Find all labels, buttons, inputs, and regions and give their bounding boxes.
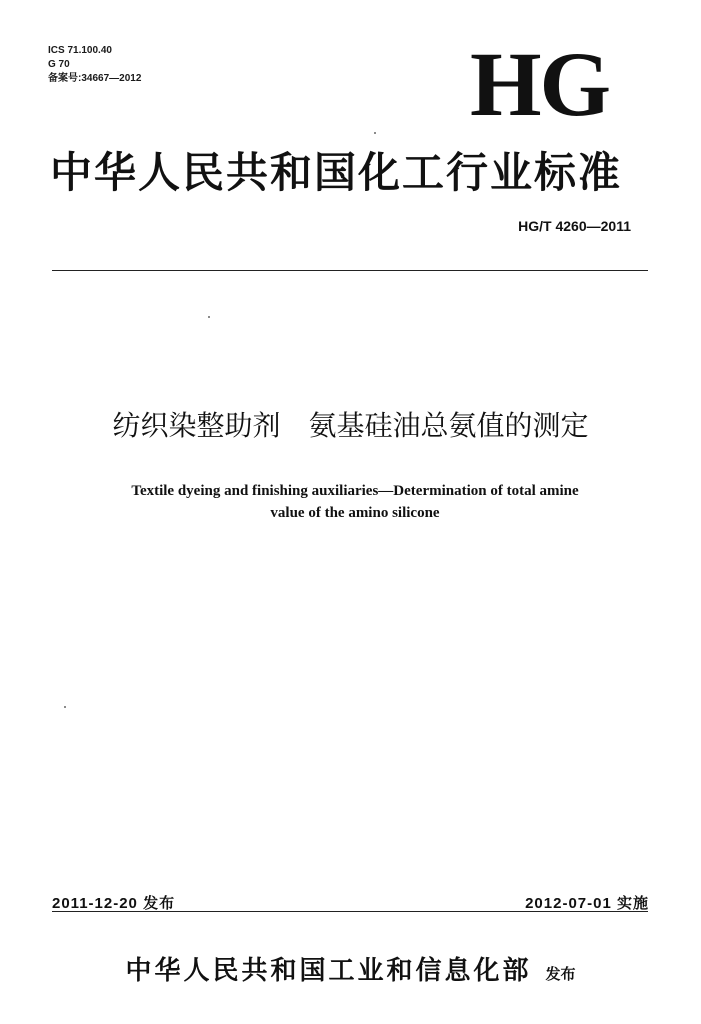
issue-date: 2011-12-20 发布: [52, 895, 176, 912]
implementation-date: 2012-07-01 实施: [525, 895, 649, 912]
publisher-action: 发布: [545, 965, 576, 983]
bottom-divider: [52, 911, 648, 912]
document-title-english: [60, 480, 650, 524]
filing-number: 备案号:34667—2012: [48, 73, 142, 84]
english-title-line-1: Textile dyeing and finishing auxiliaries—Determination of total amine: [131, 483, 579, 499]
scan-speck: [64, 706, 66, 708]
english-title-line-2: value of the amino silicone: [270, 505, 440, 521]
publisher-line: [0, 950, 701, 987]
top-divider: [52, 270, 648, 271]
ccs-code: G 70: [48, 59, 70, 70]
document-title-chinese: 纺织染整助剂 氨基硅油总氨值的测定: [112, 409, 589, 442]
hg-logo: HG: [470, 33, 610, 135]
standard-number: HG/T 4260—2011: [518, 218, 631, 234]
standard-category-title: 中华人民共和国化工行业标准: [50, 148, 623, 197]
ics-code: ICS 71.100.40: [48, 45, 112, 56]
publisher-name: 中华人民共和国工业和信息化部: [125, 956, 532, 986]
scan-speck: [208, 316, 210, 318]
scan-speck: [374, 132, 376, 134]
classification-block: [48, 44, 141, 86]
